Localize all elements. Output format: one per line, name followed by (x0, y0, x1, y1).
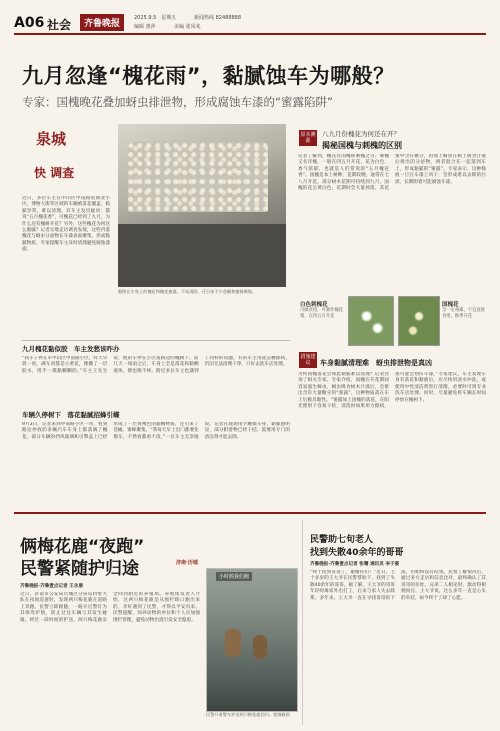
section2-body: 9月3日，记者来到中南路小区一带，看到路边停放的多辆汽车车身上都落满了槐花，部分车辆的挡风玻璃和引擎盖上已经形成了一层黄褐色的黏稠物质，还引来了苍蝇、蜜蜂聚集。“我每天早上出门都要先擦车，不然看都看不清。”一位车主无奈地说。记者在现场用手触摸车身，黏腻感明显，部分附着物已经干结，需要用专门的清洁剂才能去除。 (22, 422, 290, 440)
note-yellow-flower: 含一定毒素，不宜直接食用，秋季开花 (442, 308, 485, 319)
survey-logo-text: 快 调查 (34, 166, 75, 180)
lead-photo-car-flowers (118, 124, 286, 287)
lead-subheadline: 专家：国槐晚花叠加蚜虫排泄物，形成腐蚀车漆的“蜜露陷阱” (22, 95, 333, 109)
survey-logo (22, 126, 110, 190)
lead-headline: 九月忽逢“槐花雨”，黏腻蚀车为哪般？ (22, 64, 395, 88)
photo-yellow-sophora-flower (398, 296, 440, 346)
label-yellow-flower: 国槐花 (442, 302, 459, 308)
deer-photo-caption: 民警开着警车护送两只梅花鹿回归。视频截图 (206, 712, 290, 717)
lead-photo-caption: 黏附在车身上的槐花和槐花蜜露，不易清除，还引来不少苍蝇和蜜蜂聚集。 (118, 289, 257, 294)
brother-headline-1: 民警助七旬老人 (310, 535, 374, 545)
masthead-date: 2025.9.5 星期五 (134, 15, 177, 21)
brother-byline: 齐鲁晚报·齐鲁壹点记者 张曙 通讯员 李子豪 (310, 562, 400, 567)
section3-title: 车身黏腻清理难 蚜虫排泄物是真凶 (320, 359, 432, 367)
masthead (14, 13, 486, 35)
section-divider (14, 512, 486, 514)
deer-byline: 齐鲁晚报·齐鲁壹点记者 王永康 (20, 584, 84, 589)
section1-body: “我车子停在市中山区中南路小区，昨天早晨一看，满车顶都是小黄花，像撒了一层胶水，用手一摸黏糊糊的。”车主王先生说，他的车停在小区道路边的槐树下，前几天一场雨之后，车身上全是落花和黏稠液体，擦也擦不掉。附近多位车主也遇到了同样的问题，有的车主用洗洁精擦拭，仍旧无法清理干净，只好去洗车店处理。 (22, 356, 290, 374)
tag-origin: 原本溯源 (300, 132, 316, 144)
masthead-designer: 美编 张凤兆 (174, 24, 201, 30)
note-white-flower: 可做食用，可制作槐花蜜，在四五月开花 (300, 308, 343, 319)
lead-intro: 近日，多位车主在中山区中南路星期北小区、博物大街等区域的车辆被落花覆盖，黏腻异常，难以清理。有车主发出疑问：都说“五月槐花香”，可槐花已经到了九月，为什么还有槐树开花？另外，这些槐花为何这么黏腻？记者实地走访调查发现，这些内落槐花与蚜虫分泌物在车漆表面聚集，形成黏腻物质，专家提醒车主及时清理避免腐蚀漆面。 (22, 196, 110, 253)
photo-white-locust-flower (348, 296, 394, 346)
page-number: A06 (14, 15, 45, 31)
label-white-flower: 白色刺槐花 (300, 302, 328, 308)
masthead-editor: 编辑 惠萍 (134, 24, 156, 30)
section3-body: 为何国槐落花会如此黏腻难以清理？记者咨询了相关专家。专家介绍，国槐在开花期间容易滋生蚜虫，蚜虫吸食树木汁液后，会排出含有大量糖分的“蜜露”，这种物质落在车上后极具黏性。“蜜露加上国槐的落花，在阳光照射下容易干结，清洗时如果用力擦拭，很可能会划伤车漆。”专家建议，车主发现车身有落花和黏液后，应尽快用清水冲洗，或使用中性清洁剂进行清理，必要时可到专业洗车店处理。同时，尽量避免将车辆长时间停放在槐树下。 (298, 372, 486, 410)
city-logo-mark: 泉城 (36, 130, 67, 148)
deer-city-tag: 济南·历城 (176, 560, 198, 566)
masthead-hotline: 新闻热线 82488888 (194, 15, 242, 21)
deer-headline-2: 民警紧随护归途 (20, 559, 139, 579)
brother-headline-2: 找到失散40余年的哥哥 (310, 548, 404, 558)
section2-title: 车辆久停树下 落花黏腻招蜂引蝶 (22, 411, 120, 419)
deer-body: 近日，济南市公安局历城区分局巡特警大队在夜间巡逻时，发现两只梅花鹿在道路上奔跑。民警立即跟随，一路开启警灯为其保驾护航，防止过往车辆与其发生碰撞。经过一段时间的护送，两只梅花鹿安全回到附近的养殖场。养殖场负责人介绍，这两只梅花鹿是从围栏缺口跑出来的，幸好遇到了民警，才得以平安归来。民警提醒，饲养动物的单位和个人应加强围栏管理，避免动物出逃引发安全隐患。 (20, 592, 200, 623)
deer-photo-tag: 小时候我们跑 (216, 572, 252, 581)
section1-title: 九月槐花黏似胶 车主发愁该咋办 (22, 345, 120, 353)
brother-body: “终于找到哥哥了，谢谢你们！”近日，七十多岁的王大爷在民警帮助下，找到了失散40余年的哥哥。据了解，王大爷的哥哥年轻时离家外出打工，后来与家人失去联系。多年来，王大爷一直在寻找哥哥的下落，但始终没有结果。民警了解情况后，通过多方走访和信息比对，最终确认了其哥哥的住址。兄弟二人相见时，激动得相拥而泣。王大爷说，这么多年一直是心头的牵挂，如今终于了却了心愿。 (310, 570, 486, 601)
box-title-top: 八九月份槐花为何还在开？ (322, 130, 400, 138)
deer-photo (206, 568, 298, 712)
deer-headline-1: 俩梅花鹿“夜跑” (20, 537, 145, 557)
section-label: 社会 (47, 18, 72, 32)
tag-suggestion: 措施建议 (300, 354, 316, 366)
box-title: 揭秘国槐与刺槐的区别 (322, 141, 402, 150)
box-body: 记者了解到，槐花有国槐和刺槐之分。刺槐又名洋槐，一般在四五月开花，花为白色，香气浓郁，也就是人们常说的“五月槐花香”。国槐是本土树种，花期较晚，通常在七八月开花，部分树木花期可持续到九月。国槐的花呈黄白色，花期时会大量掉落，其花蜜中含有糖分，再加上蚜虫在树上吸食汁液后排出的分泌物，两者混合在一起落到车上，形成黏腻的“蜜露”。专家表示，这种黏液一旦在车漆上风干，会形成难以去除的污渍，长期附着可能腐蚀车漆。 (298, 154, 486, 192)
paper-logo: 齐鲁晚报 (80, 14, 124, 31)
